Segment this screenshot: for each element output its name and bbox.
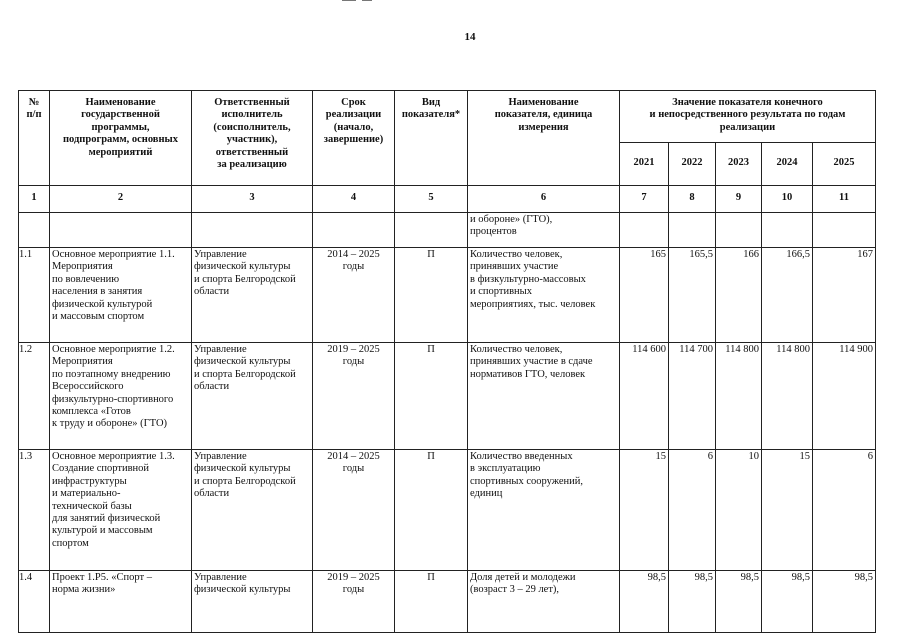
row-value: 98,5: [716, 571, 762, 633]
row-term: [313, 213, 395, 248]
column-number: 9: [716, 186, 762, 213]
row-program-name: Основное мероприятие 1.3. Создание спортивной инфраструктуры и материально- технической базы для занятий физической культурой и массовым спортом: [50, 450, 192, 571]
header-indicator-name: Наименование показателя, единица измерения: [468, 91, 620, 186]
column-number: 4: [313, 186, 395, 213]
column-number: 10: [762, 186, 813, 213]
row-value: 114 700: [669, 343, 716, 450]
row-term: 2019 – 2025 годы: [313, 343, 395, 450]
row-indicator-name: Доля детей и молодежи (возраст 3 – 29 лет),: [468, 571, 620, 633]
column-number: 3: [192, 186, 313, 213]
row-value: [762, 213, 813, 248]
table-row: [19, 213, 876, 248]
header-row-column-numbers: [19, 186, 876, 213]
page-number: 14: [464, 31, 476, 43]
header-program-name: Наименование государственной программы, подпрограмм, основных мероприятий: [50, 91, 192, 186]
row-value: 6: [669, 450, 716, 571]
header-executor: Ответственный исполнитель (соисполнитель, участник), ответственный за реализацию: [192, 91, 313, 186]
row-num: [19, 213, 50, 248]
row-value: [716, 213, 762, 248]
row-value: 98,5: [669, 571, 716, 633]
row-executor: Управление физической культуры и спорта Белгородской области: [192, 450, 313, 571]
column-number: 2: [50, 186, 192, 213]
header-year: 2021: [620, 143, 669, 186]
column-number: 6: [468, 186, 620, 213]
column-number: 8: [669, 186, 716, 213]
row-num: 1.3: [19, 450, 50, 571]
header-year: 2023: [716, 143, 762, 186]
header-indicator-kind: Вид показателя*: [395, 91, 468, 186]
page-cut-edge: [0, 636, 905, 640]
row-value: 114 900: [813, 343, 876, 450]
row-value: 165: [620, 248, 669, 343]
column-number: 1: [19, 186, 50, 213]
row-indicator-kind: П: [395, 450, 468, 571]
row-value: 98,5: [813, 571, 876, 633]
row-value: 6: [813, 450, 876, 571]
table-row: [19, 248, 876, 343]
column-number: 11: [813, 186, 876, 213]
header-num: № п/п: [19, 91, 50, 186]
scan-artifact: [342, 0, 356, 1]
scan-artifact: [362, 0, 372, 1]
row-indicator-kind: П: [395, 248, 468, 343]
header-row-main: [19, 91, 876, 143]
header-values-group: Значение показателя конечного и непосредственного результата по годам реализации: [620, 91, 876, 143]
table-row: [19, 571, 876, 633]
row-value: 166,5: [762, 248, 813, 343]
row-executor: Управление физической культуры: [192, 571, 313, 633]
row-program-name: Проект 1.Р5. «Спорт – норма жизни»: [50, 571, 192, 633]
row-indicator-name: Количество человек, принявших участие в физкультурно-массовых и спортивных мероприятиях, тыс. человек: [468, 248, 620, 343]
row-program-name: Основное мероприятие 1.2. Мероприятия по поэтапному внедрению Всероссийского физкультурно-спортивного комплекса «Готов к труду и обороне» (ГТО): [50, 343, 192, 450]
row-value: 166: [716, 248, 762, 343]
row-value: 15: [620, 450, 669, 571]
row-value: 165,5: [669, 248, 716, 343]
row-value: 167: [813, 248, 876, 343]
row-indicator-name: и обороне» (ГТО), процентов: [468, 213, 620, 248]
header-term: Срок реализации (начало, завершение): [313, 91, 395, 186]
row-value: [669, 213, 716, 248]
table-row: [19, 343, 876, 450]
column-number: 7: [620, 186, 669, 213]
row-value: 98,5: [762, 571, 813, 633]
row-term: 2019 – 2025 годы: [313, 571, 395, 633]
row-value: 114 800: [762, 343, 813, 450]
row-indicator-name: Количество введенных в эксплуатацию спортивных сооружений, единиц: [468, 450, 620, 571]
row-executor: [192, 213, 313, 248]
row-program-name: Основное мероприятие 1.1. Мероприятия по вовлечению населения в занятия физической культурой и массовым спортом: [50, 248, 192, 343]
row-indicator-kind: П: [395, 343, 468, 450]
row-num: 1.2: [19, 343, 50, 450]
row-term: 2014 – 2025 годы: [313, 248, 395, 343]
row-executor: Управление физической культуры и спорта Белгородской области: [192, 343, 313, 450]
row-term: 2014 – 2025 годы: [313, 450, 395, 571]
header-year: 2025: [813, 143, 876, 186]
row-value: [813, 213, 876, 248]
row-value: [620, 213, 669, 248]
row-value: 10: [716, 450, 762, 571]
column-number: 5: [395, 186, 468, 213]
header-year: 2024: [762, 143, 813, 186]
header-year: 2022: [669, 143, 716, 186]
row-executor: Управление физической культуры и спорта Белгородской области: [192, 248, 313, 343]
row-num: 1.1: [19, 248, 50, 343]
row-num: 1.4: [19, 571, 50, 633]
program-indicators-table: [18, 90, 876, 633]
row-indicator-kind: [395, 213, 468, 248]
row-indicator-kind: П: [395, 571, 468, 633]
row-value: 98,5: [620, 571, 669, 633]
row-value: 114 800: [716, 343, 762, 450]
row-indicator-name: Количество человек, принявших участие в сдаче нормативов ГТО, человек: [468, 343, 620, 450]
row-value: 114 600: [620, 343, 669, 450]
table-row: [19, 450, 876, 571]
row-program-name: [50, 213, 192, 248]
row-value: 15: [762, 450, 813, 571]
